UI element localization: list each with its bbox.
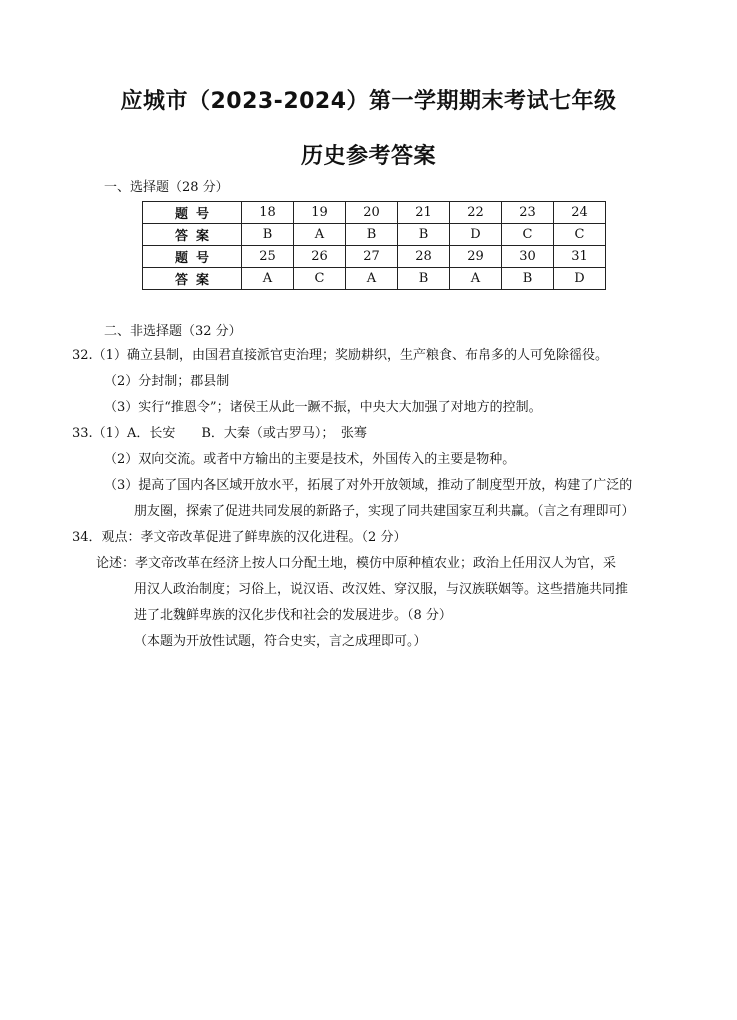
table-cell: B: [398, 224, 450, 246]
table-cell: 31: [554, 246, 606, 268]
table-cell: 28: [398, 246, 450, 268]
table-cell: B: [242, 224, 294, 246]
q34-note: （本题为开放性试题，符合史实，言之成理即可。）: [134, 634, 427, 649]
q34-argument-line2: 用汉人政治制度；习俗上，说汉语、改汉姓、穿汉服，与汉族联姻等。这些措施共同推: [134, 582, 629, 597]
table-cell: B: [346, 224, 398, 246]
table-cell: 18: [242, 202, 294, 224]
table-cell: D: [450, 224, 502, 246]
q32-part2: （2）分封制；郡县制: [104, 374, 230, 389]
table-cell: 26: [294, 246, 346, 268]
q33-part2: （2）双向交流。或者中方输出的主要是技术，外国传入的主要是物种。: [104, 452, 516, 467]
table-cell: 20: [346, 202, 398, 224]
table-row: [143, 268, 606, 290]
table-cell: A: [242, 268, 294, 290]
table-cell: D: [554, 268, 606, 290]
q33-part3-line2: 朋友圈，探索了促进共同发展的新路子，实现了同共建国家互利共赢。（言之有理即可）: [134, 504, 635, 519]
row-label: 题号: [143, 202, 242, 224]
table-cell: C: [294, 268, 346, 290]
table-row: [143, 246, 606, 268]
q34-argument-line3: 进了北魏鲜卑族的汉化步伐和社会的发展进步。（8 分）: [134, 608, 452, 623]
table-row: [143, 224, 606, 246]
q33-part3-line1: （3）提高了国内各区域开放水平，拓展了对外开放领域，推动了制度型开放，构建了广泛的: [104, 478, 633, 493]
page-title: 应城市（2023-2024）第一学期期末考试七年级: [120, 89, 617, 114]
table-cell: A: [346, 268, 398, 290]
table-cell: C: [502, 224, 554, 246]
table-cell: 21: [398, 202, 450, 224]
table-cell: A: [294, 224, 346, 246]
table-row: [143, 202, 606, 224]
table-cell: A: [450, 268, 502, 290]
table-cell: 23: [502, 202, 554, 224]
table-cell: 19: [294, 202, 346, 224]
q32-part3: （3）实行“推恩令”；诸侯王从此一蹶不振，中央大大加强了对地方的控制。: [104, 400, 542, 415]
q34-viewpoint: 34．观点：孝文帝改革促进了鲜卑族的汉化进程。（2 分）: [72, 530, 407, 545]
table-cell: 25: [242, 246, 294, 268]
page-subtitle: 历史参考答案: [300, 144, 436, 169]
table-cell: 22: [450, 202, 502, 224]
row-label: 答案: [143, 224, 242, 246]
row-label: 题号: [143, 246, 242, 268]
table-cell: C: [554, 224, 606, 246]
table-cell: B: [502, 268, 554, 290]
q33-part1: 33.（1）A．长安 B．大秦（或古罗马）； 张骞: [72, 426, 367, 441]
q34-argument-line1: 论述：孝文帝改革在经济上按人口分配土地，模仿中原种植农业；政治上任用汉人为官，采: [96, 556, 617, 571]
section2-heading: 二、非选择题（32 分）: [104, 324, 242, 339]
row-label: 答案: [143, 268, 242, 290]
table-cell: 29: [450, 246, 502, 268]
section1-heading: 一、选择题（28 分）: [104, 180, 229, 195]
q32-part1: 32.（1）确立县制，由国君直接派官吏治理；奖励耕织，生产粮食、布帛多的人可免除徭役。: [72, 348, 608, 363]
table-cell: B: [398, 268, 450, 290]
table-cell: 30: [502, 246, 554, 268]
answer-table: [142, 201, 606, 290]
table-cell: 24: [554, 202, 606, 224]
table-cell: 27: [346, 246, 398, 268]
